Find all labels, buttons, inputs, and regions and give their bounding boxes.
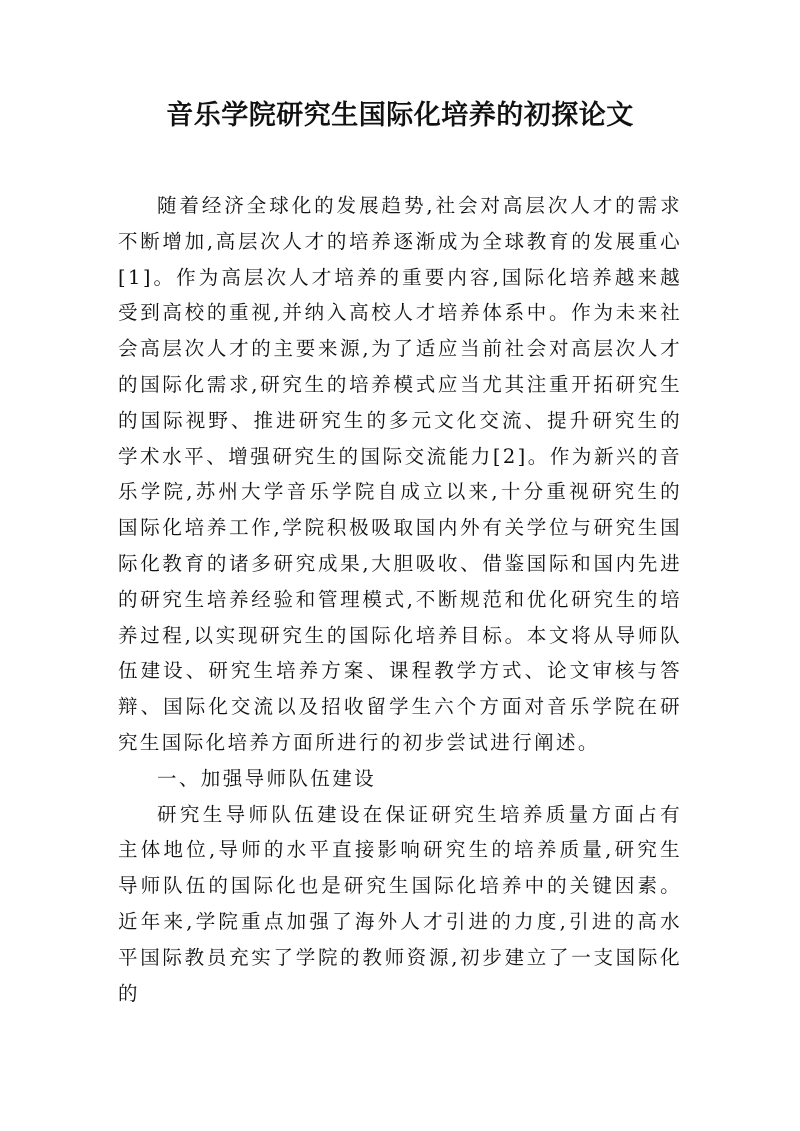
section-heading: 一、加强导师队伍建设 bbox=[157, 766, 377, 790]
document-title: 音乐学院研究生国际化培养的初探论文 bbox=[166, 100, 634, 131]
section-paragraph: 研究生导师队伍建设在保证研究生培养质量方面占有主体地位,导师的水平直接影响研究生的培养质量,研究生导师队伍的国际化也是研究生国际化培养中的关键因素。近年来,学院重点加强了海外人才引进的力度,引进的高水平国际教员充实了学院的教师资源,初步建立了一支国际化的 bbox=[118, 802, 682, 1005]
intro-paragraph: 随着经济全球化的发展趋势,社会对高层次人才的需求不断增加,高层次人才的培养逐渐成为全球教育的发展重心[1]。作为高层次人才培养的重要内容,国际化培养越来越受到高校的重视,并纳入高校人才培养体系中。作为未来社会高层次人才的主要来源,为了适应当前社会对高层次人才的国际化需求,研究生的培养模式应当尤其注重开拓研究生的国际视野、推进研究生的多元文化交流、提升研究生的学术水平、增强研究生的国际交流能力[2]。作为新兴的音乐学院,苏州大学音乐学院自成立以来,十分重视研究生的国际化培养工作,学院积极吸取国内外有关学位与研究生国际化教育的诸多研究成果,大胆吸收、借鉴国际和国内先进的研究生培养经验和管理模式,不断规范和优化研究生的培养过程,以实现研究生的国际化培养目标。本文将从导师队伍建设、研究生培养方案、课程教学方式、论文审核与答辩、国际化交流以及招收留学生六个方面对音乐学院在研究生国际化培养方面所进行的初步尝试进行阐述。 bbox=[118, 194, 682, 754]
